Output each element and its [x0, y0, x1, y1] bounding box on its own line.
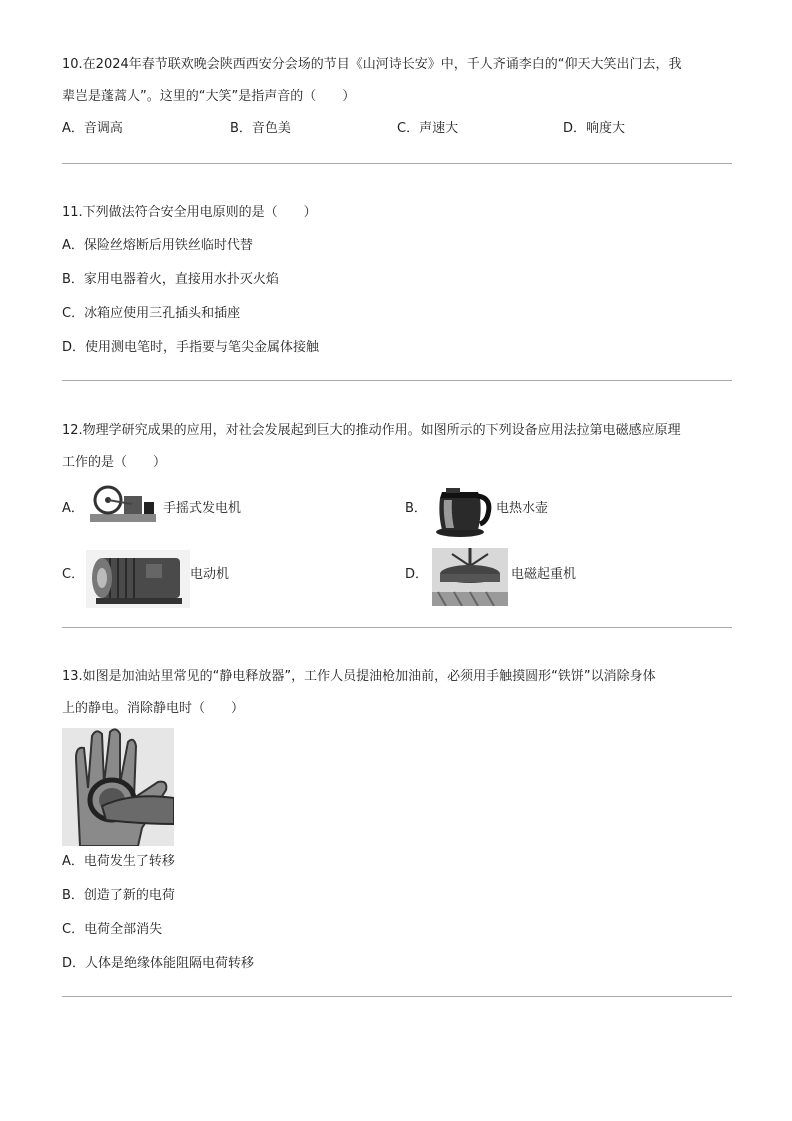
- q12-option-d-letter[interactable]: D．: [405, 567, 429, 582]
- q12-option-a-label: 手摇式发电机: [163, 501, 242, 516]
- q11-option-d[interactable]: D．使用测电笔时，手指要与笔尖金属体接触: [62, 340, 320, 355]
- q12-option-d-label: 电磁起重机: [511, 567, 577, 582]
- q13-stem-line2: 上的静电。消除静电时（ ）: [62, 701, 245, 716]
- q12-option-a-letter[interactable]: A．: [62, 501, 84, 516]
- q10-stem-line1: 10.在2024年春节联欢晚会陕西西安分会场的节目《山河诗长安》中，千人齐诵李白的“仰天大笑出门去，我: [62, 57, 682, 72]
- q10-option-a[interactable]: A．音调高: [62, 121, 123, 136]
- q11-option-c[interactable]: C．冰箱应使用三孔插头和插座: [62, 306, 241, 321]
- q13-option-d[interactable]: D．人体是绝缘体能阻隔电荷转移: [62, 956, 255, 971]
- q12-stem-line1: 12.物理学研究成果的应用，对社会发展起到巨大的推动作用。如图所示的下列设备应用法拉第电磁感应原理: [62, 423, 681, 438]
- q11-stem: 11.下列做法符合安全用电原则的是（ ）: [62, 205, 317, 220]
- q13-stem-line1: 13.如图是加油站里常见的“静电释放器”，工作人员提油枪加油前，必须用手触摸圆形“铁饼”以消除身体: [62, 669, 656, 684]
- divider: [62, 380, 732, 381]
- divider: [62, 627, 732, 628]
- divider: [62, 163, 732, 164]
- q11-option-a[interactable]: A．保险丝熔断后用铁丝临时代替: [62, 238, 253, 253]
- q11-option-b[interactable]: B．家用电器着火，直接用水扑灭火焰: [62, 272, 279, 287]
- hand-crank-generator-image: [88, 484, 158, 526]
- q10-option-d[interactable]: D．响度大: [563, 121, 626, 136]
- divider: [62, 996, 732, 997]
- q13-option-c[interactable]: C．电荷全部消失: [62, 922, 163, 937]
- q13-option-a[interactable]: A．电荷发生了转移: [62, 854, 175, 869]
- q12-stem-line2: 工作的是（ ）: [62, 455, 167, 470]
- static-discharger-hand-image: [62, 728, 174, 846]
- q12-option-b-letter[interactable]: B．: [405, 501, 427, 516]
- q13-option-b[interactable]: B．创造了新的电荷: [62, 888, 175, 903]
- electric-kettle-image: [432, 484, 492, 538]
- electric-motor-image: [86, 550, 190, 608]
- q12-option-c-letter[interactable]: C．: [62, 567, 85, 582]
- q10-stem-line2: 辈岂是蓬蒿人”。这里的“大笑”是指声音的（ ）: [62, 89, 356, 104]
- electromagnetic-crane-image: [432, 548, 508, 606]
- q12-option-c-label: 电动机: [190, 567, 230, 582]
- q12-option-b-label: 电热水壶: [496, 501, 549, 516]
- q10-option-b[interactable]: B．音色美: [230, 121, 291, 136]
- q10-option-c[interactable]: C．声速大: [397, 121, 459, 136]
